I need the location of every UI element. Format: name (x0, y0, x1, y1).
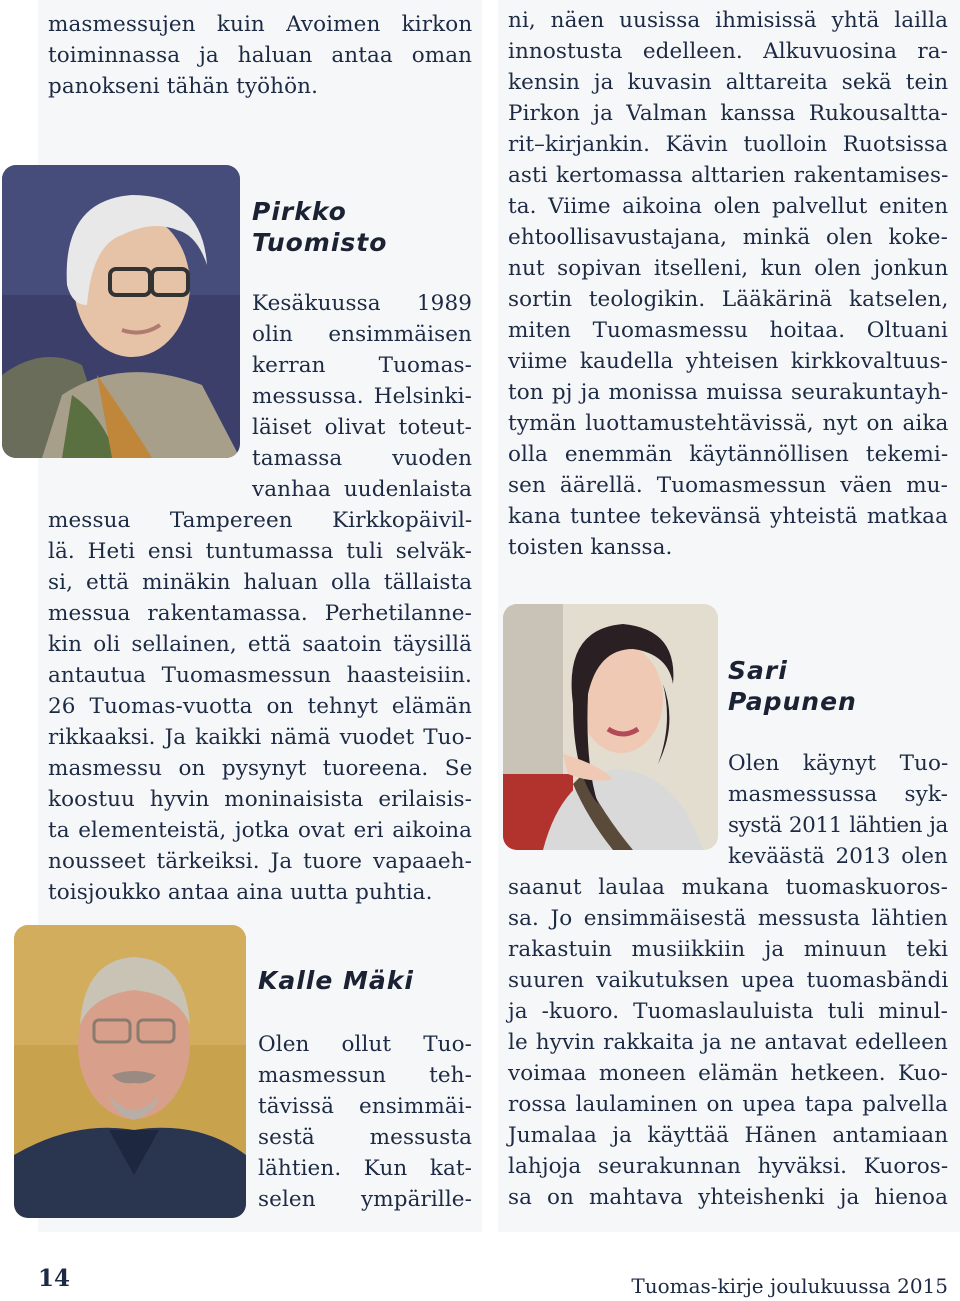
page-number: 14 (38, 1265, 71, 1292)
text-line: masmessussa syk- (728, 782, 948, 807)
publication-title: Tuomas-kirje joulukuussa 2015 (631, 1274, 948, 1298)
text-line: ja -kuoro. Tuomaslauluista tuli minul- (508, 999, 948, 1024)
text-line: ta. Viime aikoina olen palvellut eniten (508, 194, 949, 219)
text-line: si, että minäkin haluan olla tällaista (48, 570, 473, 595)
text-line: olin ensimmäisen (252, 322, 472, 347)
text-line: masmessu on pysynyt tuoreena. Se (48, 756, 473, 781)
sari-wrapped-text (728, 748, 948, 872)
text-line: nut sopivan itselleni, kun olen jonkun (508, 256, 949, 281)
text-line: toisten kanssa. (508, 535, 673, 560)
text-line: miten Tuomasmessu hoitaa. Oltuani (508, 318, 948, 343)
sari-body-text (508, 872, 948, 1213)
text-line: 26 Tuomas-vuotta on tehnyt elämän (48, 694, 472, 719)
heading-line: Tuomisto (252, 228, 388, 257)
text-line: Jumalaa ja käyttää Hänen antamiaan (508, 1123, 949, 1148)
text-line: sa on mahtava yhteishenki ja hienoa (508, 1185, 948, 1210)
text-line: messua rakentamassa. Perhetilanne- (48, 601, 472, 626)
text-line: toisjoukko antaa aina uutta puhtia. (48, 880, 433, 905)
text-line: rakastuin musiikkiin ja minuun teki (508, 937, 949, 962)
pirkko-name-heading (252, 196, 387, 258)
text-line: sestä messusta (258, 1125, 472, 1150)
text-line: suuren vaikutuksen upea tuomasbändi (508, 968, 949, 993)
text-line: antautua Tuomasmessun haasteisiin. (48, 663, 472, 688)
text-line: voimaa moneen elämän hetkeen. Kuo- (508, 1061, 948, 1086)
text-line: lahjoja seurakunnan hyväksi. Kuoros- (508, 1154, 949, 1179)
text-line: Pirkon ja Valman kanssa Rukousaltta- (508, 101, 948, 126)
text-line: toiminnassa ja haluan antaa oman (48, 43, 473, 68)
text-line: asti kertomassa alttarien rakentamises- (508, 163, 949, 188)
sari-papunen-photo (503, 604, 718, 850)
text-line: ta elementeistä, jotka ovat eri aikoina (48, 818, 473, 843)
text-line: sen äärellä. Tuomasmessun väen mu- (508, 473, 948, 498)
text-line: vanhaa uudenlaista (252, 477, 473, 502)
text-line: saanut laulaa mukana tuomaskuoros- (508, 875, 948, 900)
text-line: kana tuntee tekevänsä yhteistä matkaa (508, 504, 948, 529)
text-line: tymän luottamustehtävissä, nyt on aika (508, 411, 949, 436)
text-line: Olen ollut Tuo- (258, 1032, 472, 1057)
text-line: lähtien. Kun kat- (258, 1156, 472, 1181)
heading-line: Pirkko (252, 197, 347, 226)
text-line: kin oli sellainen, että saatoin täysillä (48, 632, 472, 657)
heading-line: Sari (728, 656, 788, 685)
text-line: ehtoollisavustajana, minkä olen koke- (508, 225, 948, 250)
kalle-wrapped-text (258, 1029, 472, 1215)
pirkko-tuomisto-photo (2, 165, 240, 458)
text-line: keväästä 2013 olen (728, 844, 948, 869)
text-line: ton pj ja monissa muissa seurakuntayh- (508, 380, 949, 405)
text-line: masmessun teh- (258, 1063, 472, 1088)
sari-name-heading (728, 655, 857, 717)
text-line: masmessujen kuin Avoimen kirkon (48, 12, 473, 37)
heading-line: Papunen (728, 687, 857, 716)
text-line: lä. Heti ensi tuntumassa tuli selväk- (48, 539, 472, 564)
intro-text (48, 9, 472, 102)
text-line: tamassa vuoden (252, 446, 473, 471)
text-line: nousseet tärkeiksi. Ja tuore vapaaeh- (48, 849, 473, 874)
text-line: rossa laulaminen on upea tapa palvella (508, 1092, 948, 1117)
text-line: olla enemmän käytännöllisen tekemi- (508, 442, 949, 467)
pirkko-body-text (48, 505, 472, 908)
kalle-maki-photo (14, 925, 246, 1218)
text-line: viime kaudella yhteisen kirkkovaltuus- (508, 349, 948, 374)
text-line: koostuu hyvin moninaisista erilaisis- (48, 787, 473, 812)
text-line: ni, näen uusissa ihmisissä yhtä lailla (508, 8, 948, 33)
text-line: kerran Tuomas- (252, 353, 472, 378)
text-line: messussa. Helsinki- (252, 384, 472, 409)
text-line: le hyvin rakkaita ja ne antavat edelleen (508, 1030, 948, 1055)
pirkko-wrapped-text (252, 288, 472, 505)
text-line: rit–kirjankin. Kävin tuolloin Ruotsissa (508, 132, 949, 157)
text-line: läiset olivat toteut- (252, 415, 472, 440)
text-line: Olen käynyt Tuo- (728, 751, 949, 776)
text-line: sortin teologikin. Lääkärinä katselen, (508, 287, 949, 312)
text-line: tävissä ensimmäi- (258, 1094, 473, 1119)
text-line: kensin ja kuvasin alttareita sekä tein (508, 70, 949, 95)
text-line: systä 2011 lähtien ja (728, 813, 948, 838)
text-line: rikkaaksi. Ja kaikki nämä vuodet Tuo- (48, 725, 472, 750)
text-line: innostusta edelleen. Alkuvuosina ra- (508, 39, 948, 64)
text-line: Kesäkuussa 1989 (252, 291, 472, 316)
text-line: sa. Jo ensimmäisestä messusta lähtien (508, 906, 948, 931)
text-line: selen ympärille- (258, 1187, 472, 1212)
kalle-name-heading: Kalle Mäki (258, 966, 414, 995)
text-line: messua Tampereen Kirkkopäivil- (48, 508, 473, 533)
text-line: panokseni tähän työhön. (48, 74, 319, 99)
kalle-continued-text (508, 5, 948, 563)
